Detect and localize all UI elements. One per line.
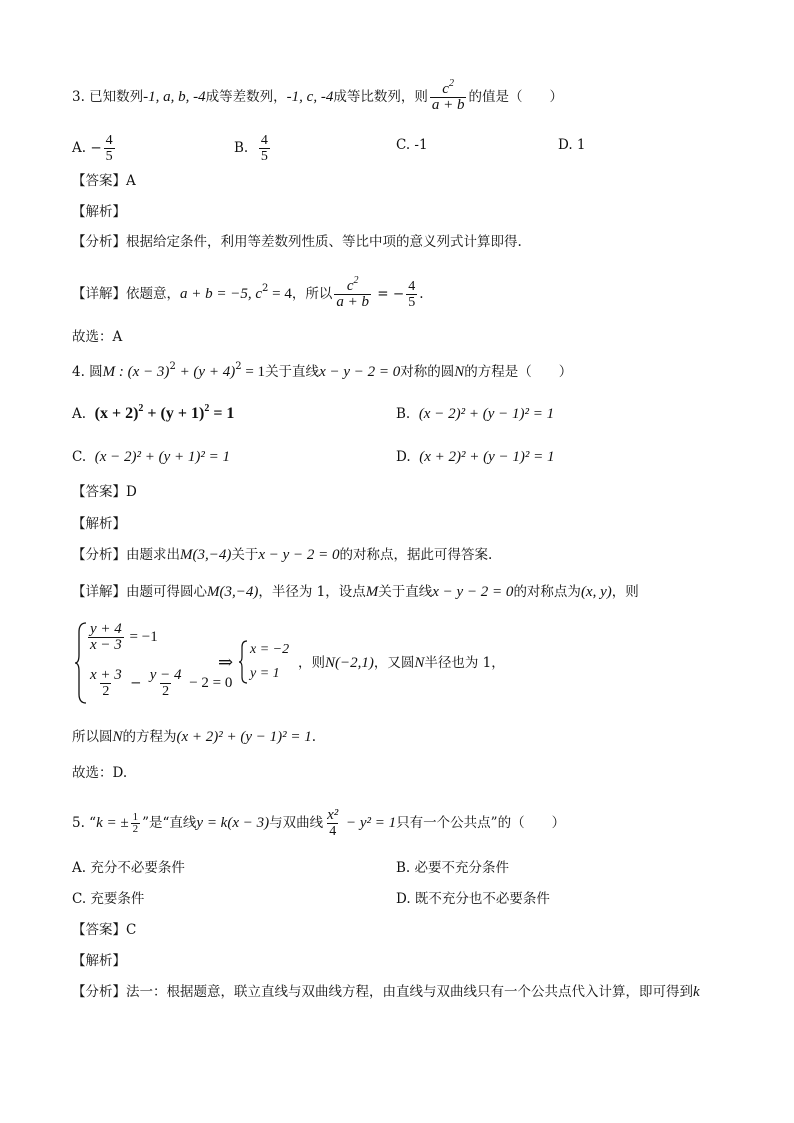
q4-choose: 故选：D. — [72, 765, 128, 781]
q3-option-b: B. $\frac{4}{5}$ — [234, 133, 268, 164]
q3-stem — [72, 78, 563, 113]
implies-arrow-icon: ⇒ — [218, 652, 234, 673]
q3-stem-text4: 的值是（ ） — [468, 89, 563, 105]
q4-option-c: C. (x − 2)² + (y + 1)² = 1 — [72, 449, 231, 465]
q4-equation-system — [72, 620, 505, 710]
q4-system-row-2: $\frac{x + 3}{2}$ − $\frac{y - 4}{2}$ − 2 = 0 — [90, 667, 233, 699]
q4-solution-y: y = 1 — [250, 666, 280, 681]
left-brace-small-icon — [238, 640, 248, 684]
q5-stem: 5. “k = ± $\frac{1}{2}$ ”是“直线y = k(x − 3)与双曲线 $\frac{\text{x²}}{4}$ − y² = 1只有一个公共点”的（ ） — [72, 807, 566, 839]
q4-solution-x: x = −2 — [250, 642, 290, 657]
q3-choose: 故选：A — [72, 329, 123, 345]
q3-fenxi: 【分析】根据给定条件，利用等差数列性质、等比中项的意义列式计算即得. — [72, 234, 522, 250]
q3-detail: 【详解】依题意，a + b = −5, $c^2 = 4$，所以 $\frac{c^2}{a + b}$ = − $\frac{4}{5}$ . — [72, 275, 424, 310]
q4-option-d: D. (x + 2)² + (y − 1)² = 1 — [396, 449, 555, 465]
q4-option-a: A. $(x + 2)^2 + (y + 1)^2 = 1$ — [72, 403, 235, 422]
q4-system-conclusion: ，则N(−2,1)，又圆N半径也为 1， — [298, 655, 505, 671]
q5-answer: 【答案】C — [72, 922, 137, 938]
q5-option-a: A. 充分不必要条件 — [72, 860, 185, 876]
q3-analysis-tag: 【解析】 — [72, 204, 126, 220]
q3-option-c: C. -1 — [396, 137, 428, 153]
q3-stem-text: 3. 已知数列 — [72, 89, 144, 105]
q3-option-a: A. − $\frac{4}{5}$ — [72, 133, 113, 164]
q4-detail: 【详解】由题可得圆心M(3,−4)，半径为 1，设点M关于直线x − y − 2 = 0的对称点为(x, y)，则 — [72, 584, 639, 600]
q4-answer: 【答案】D — [72, 484, 137, 500]
q4-system-row-1: $\frac{y + 4}{x - 3}$ = −1 — [90, 621, 158, 653]
q5-option-d: D. 既不充分也不必要条件 — [396, 891, 550, 907]
q5-option-b: B. 必要不充分条件 — [396, 860, 510, 876]
q4-stem: 4. 圆M : $(x - 3)^2 + (y + 4)^2 = 1$关于直线x − y − 2 = 0对称的圆N的方程是（ ） — [72, 361, 573, 380]
q5-fenxi: 【分析】法一：根据题意，联立直线与双曲线方程，由直线与双曲线只有一个公共点代入计算，即可得到k — [72, 984, 700, 1000]
q3-stem-text2: 成等差数列， — [205, 89, 287, 105]
q5-option-c: C. 充要条件 — [72, 891, 145, 907]
q3-fraction: $\frac{c^2}{a + b}$ — [431, 78, 465, 113]
q4-analysis-tag: 【解析】 — [72, 516, 126, 532]
q3-seq1: -1, a, b, -4 — [143, 89, 206, 105]
q3-answer: 【答案】A — [72, 173, 136, 189]
q3-option-d: D. 1 — [558, 137, 586, 153]
q4-fenxi: 【分析】由题求出M(3,−4)关于x − y − 2 = 0的对称点，据此可得答案. — [72, 547, 493, 563]
q3-seq2: -1, c, -4 — [286, 89, 334, 105]
q4-option-b: B. (x − 2)² + (y − 1)² = 1 — [396, 406, 555, 422]
q3-stem-text3: 成等比数列，则 — [333, 89, 428, 105]
q4-conclusion: 所以圆N的方程为(x + 2)² + (y − 1)² = 1. — [72, 729, 317, 745]
q5-analysis-tag: 【解析】 — [72, 953, 126, 969]
